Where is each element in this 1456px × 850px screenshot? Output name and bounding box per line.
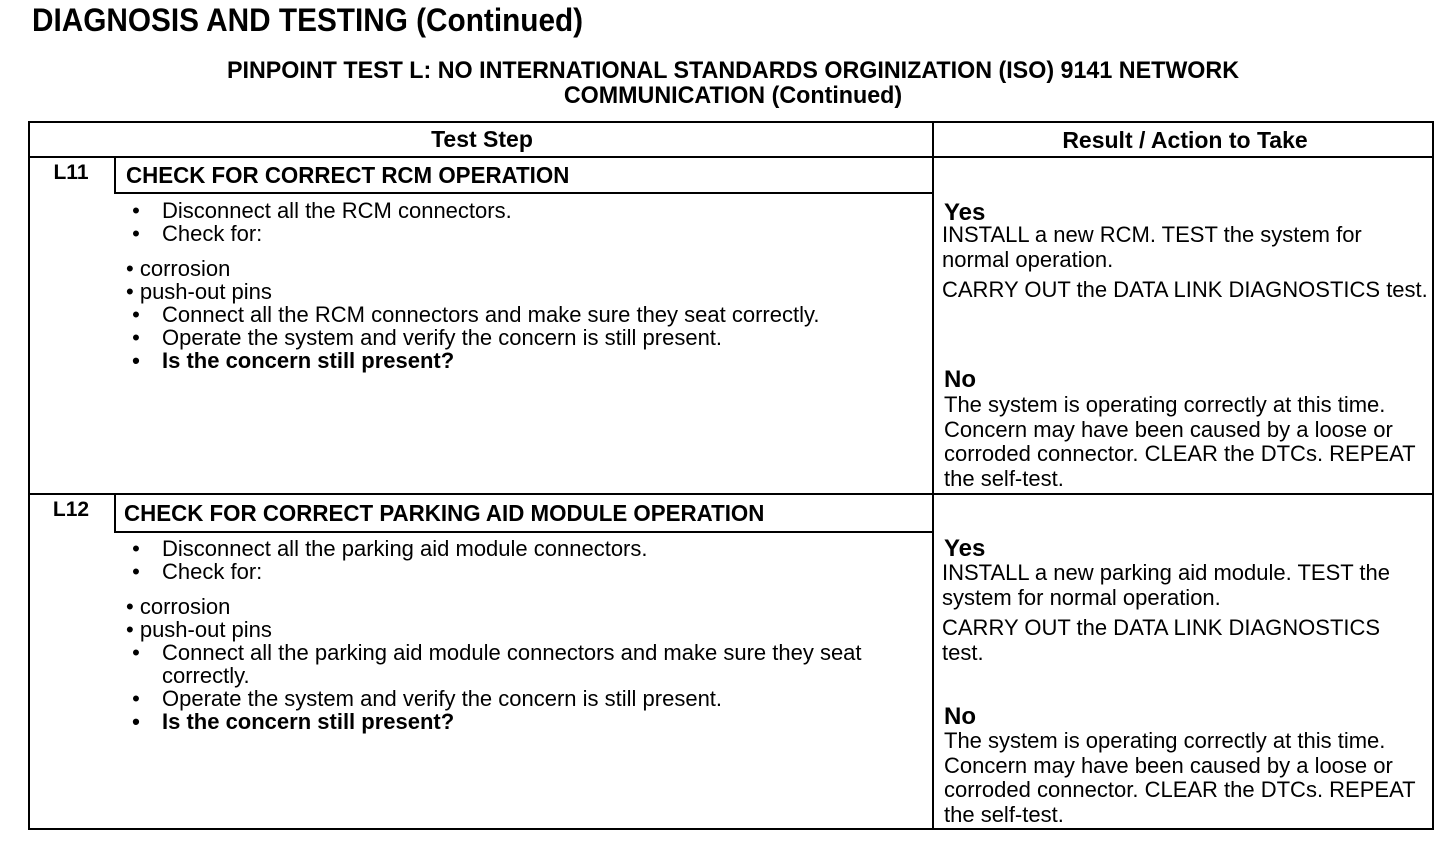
result-no-text: The system is operating correctly at this time. Concern may have been caused by a loose or corroded connector. CLEAR the DTCs. REPEAT the self-test. (944, 728, 1416, 827)
sub-list-item: • corrosion (126, 594, 231, 619)
step-instructions (126, 199, 916, 372)
pinpoint-test-title-line-2: COMMUNICATION (Continued) (563, 82, 903, 109)
result-yes-text: INSTALL a new RCM. TEST the system for normal operation. CARRY OUT the DATA LINK DIAGNOSTICS test. (942, 222, 1428, 302)
list-item-question: • Is the concern still present? (132, 348, 455, 373)
result-no-label: No (944, 366, 976, 393)
step-id: L11 (53, 161, 89, 184)
column-divider (932, 123, 934, 828)
list-item: • Connect all the parking aid module connectors and make sure they seat correctly. (132, 640, 862, 688)
pinpoint-test-title-line-1: PINPOINT TEST L: NO INTERNATIONAL STANDARDS ORGINIZATION (ISO) 9141 NETWORK (226, 57, 1240, 84)
list-item: • Disconnect all the RCM connectors. (132, 198, 512, 223)
pinpoint-test-title (37, 58, 1430, 108)
list-item: • Check for: • corrosion • push-out pins (126, 222, 916, 303)
list-item-question: • Is the concern still present? (132, 709, 455, 734)
list-item: • Disconnect all the parking aid module connectors. (132, 536, 648, 561)
check-for-sublist (126, 257, 916, 303)
step-id-divider (114, 158, 116, 192)
result-no-text: The system is operating correctly at this time. Concern may have been caused by a loose or corroded connector. CLEAR the DTCs. REPEAT the self-test. (944, 392, 1416, 491)
result-no-label: No (944, 703, 976, 730)
column-header-test-step: Test Step (431, 126, 533, 152)
column-header-result: Result / Action to Take (1062, 127, 1308, 153)
sub-list-item: • push-out pins (126, 617, 272, 642)
step-instructions (126, 537, 916, 733)
step-id-divider (114, 495, 116, 531)
header-divider (30, 156, 1432, 158)
row-divider (30, 493, 1432, 495)
step-title: CHECK FOR CORRECT RCM OPERATION (126, 162, 570, 188)
pinpoint-test-table (28, 121, 1434, 830)
step-title-underline (114, 192, 932, 194)
list-item: • Operate the system and verify the concern is still present. (132, 325, 723, 350)
sub-list-item: • push-out pins (126, 279, 272, 304)
page-title: DIAGNOSIS AND TESTING (Continued) (32, 2, 584, 38)
check-for-sublist (126, 595, 916, 641)
result-yes-label: Yes (944, 199, 986, 226)
result-yes-text: INSTALL a new parking aid module. TEST the system for normal operation. CARRY OUT the DATA LINK DIAGNOSTICS test. (942, 560, 1390, 665)
result-yes-label: Yes (944, 535, 986, 562)
step-title-underline (114, 531, 932, 533)
step-id: L12 (52, 498, 90, 521)
list-item: • Operate the system and verify the concern is still present. (132, 686, 723, 711)
sub-list-item: • corrosion (126, 256, 231, 281)
list-item: • Check for: • corrosion • push-out pins (126, 560, 916, 641)
step-title: CHECK FOR CORRECT PARKING AID MODULE OPERATION (124, 500, 765, 526)
list-item: • Connect all the RCM connectors and make sure they seat correctly. (132, 302, 820, 327)
